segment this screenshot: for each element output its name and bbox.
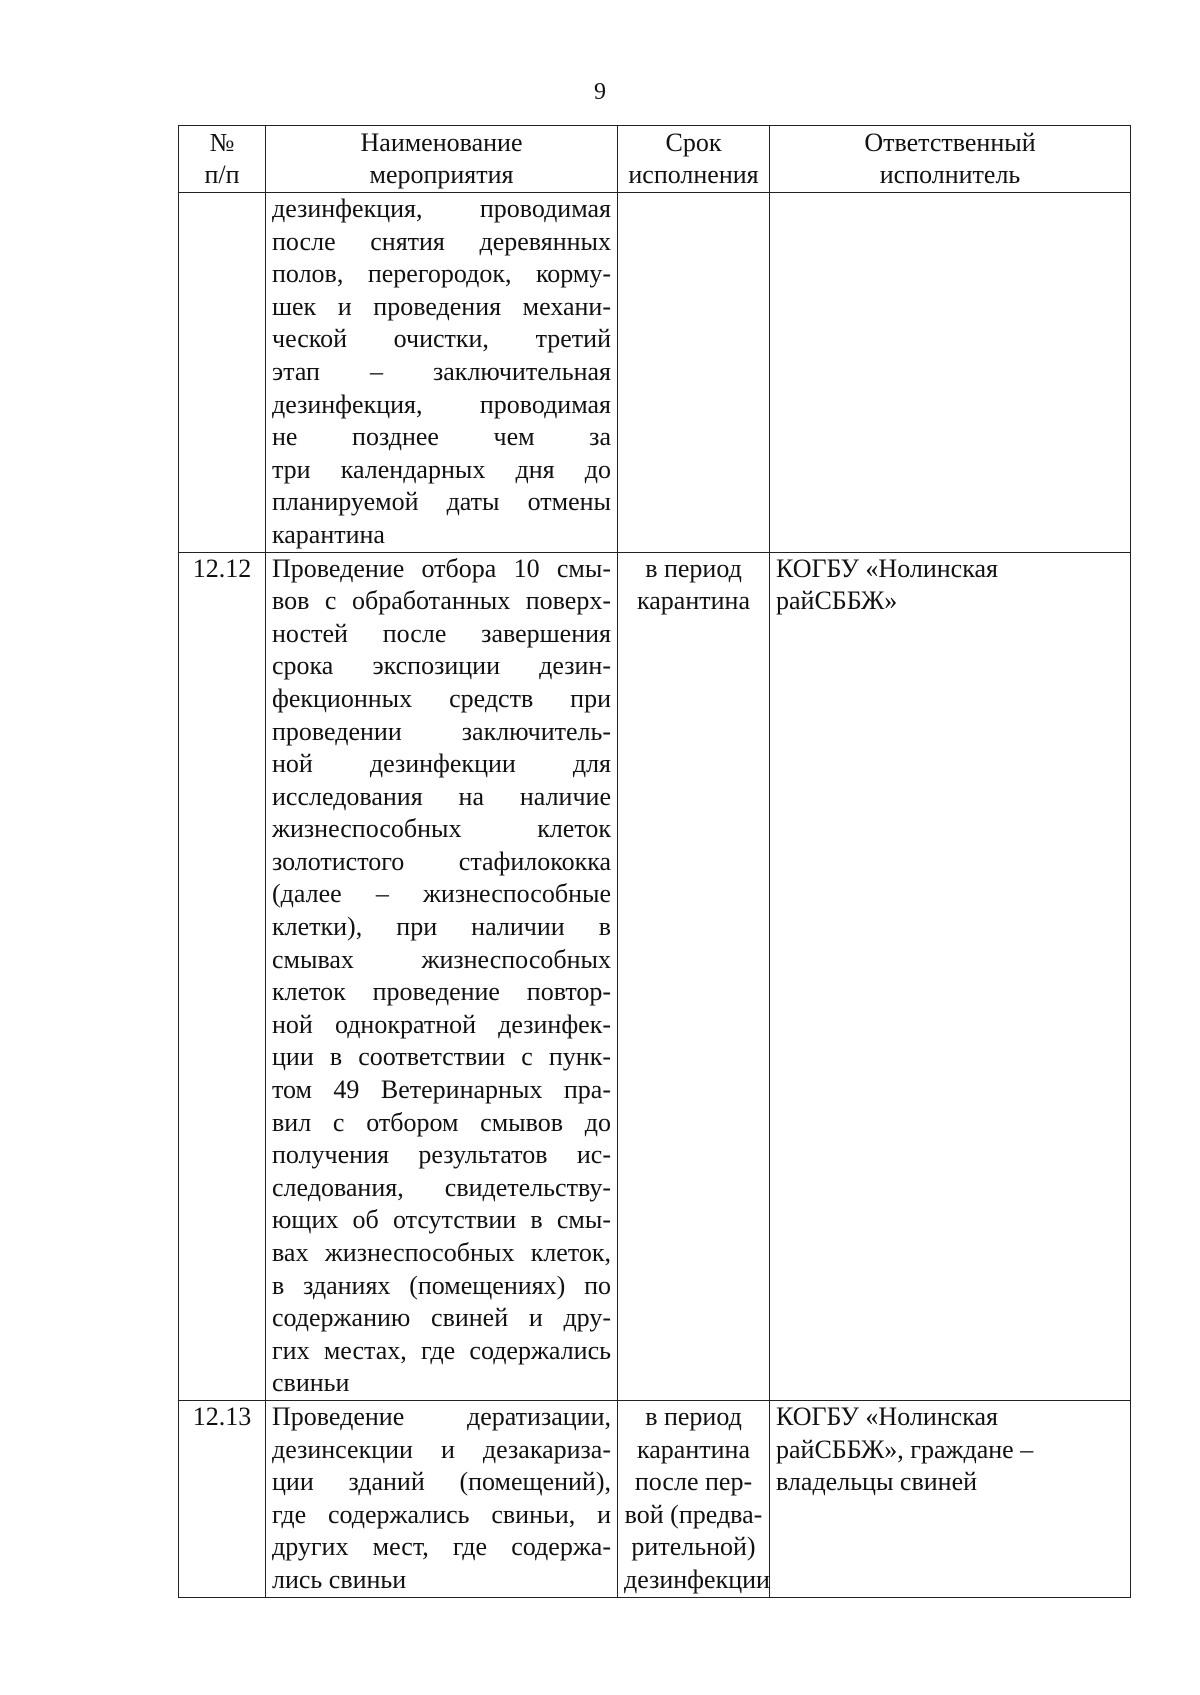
execution-term xyxy=(618,193,770,553)
execution-term xyxy=(618,552,770,1400)
cell-line: вов с обработанных поверх- xyxy=(272,586,611,616)
cell-line: КОГБУ «Нолинская xyxy=(776,553,998,583)
header-responsible xyxy=(770,126,1131,193)
cell-line: фекционных средств при xyxy=(272,683,611,713)
header-line: Ответственный xyxy=(864,128,1036,157)
responsible-executor xyxy=(770,193,1131,553)
cell-line: смывах жизнеспособных xyxy=(272,944,611,974)
header-line: исполнитель xyxy=(879,160,1021,189)
table-header-row xyxy=(179,126,1131,193)
cell-line: шек и проведения механи- xyxy=(272,291,611,321)
header-line: Срок xyxy=(665,128,722,157)
cell-line: этап – заключительная xyxy=(272,356,611,386)
cell-line: ной однократной дезинфек- xyxy=(272,1009,611,1039)
cell-line: после пер- xyxy=(634,1467,753,1497)
cell-line: получения результатов ис- xyxy=(272,1140,611,1170)
cell-line: свиньи xyxy=(272,1368,350,1398)
cell-line: в зданиях (помещениях) по xyxy=(272,1270,611,1300)
cell-line: владельцы свиней xyxy=(776,1467,978,1497)
cell-line: рительной) xyxy=(631,1532,756,1562)
header-line: мероприятия xyxy=(369,160,514,189)
responsible-executor xyxy=(770,552,1131,1400)
cell-line: карантина xyxy=(637,586,750,616)
cell-line: жизнеспособных клеток xyxy=(272,814,611,844)
row-number xyxy=(179,193,266,553)
cell-line: ющих об отсутствии в смы- xyxy=(272,1205,611,1235)
cell-line: ной дезинфекции для xyxy=(272,749,611,779)
header-line: п/п xyxy=(204,160,240,189)
cell-line: КОГБУ «Нолинская xyxy=(776,1401,998,1431)
cell-line: где содержались свиньи, и xyxy=(272,1499,611,1529)
cell-line: золотистого стафилококка xyxy=(272,846,611,876)
cell-line: райСББЖ» xyxy=(776,586,898,616)
header-line: Наименование xyxy=(360,128,523,157)
header-name xyxy=(266,126,618,193)
cell-line: клеток проведение повтор- xyxy=(272,977,611,1007)
cell-line: исследования на наличие xyxy=(272,781,611,811)
measure-name xyxy=(266,552,618,1400)
cell-line: не позднее чем за xyxy=(272,422,611,452)
cell-line: три календарных дня до xyxy=(272,454,611,484)
table-body xyxy=(179,193,1131,1598)
header-line: № xyxy=(209,128,235,157)
cell-line: вил с отбором смывов до xyxy=(272,1107,611,1137)
table-row xyxy=(179,552,1131,1400)
measure-name xyxy=(266,193,618,553)
cell-line: ции зданий (помещений), xyxy=(272,1467,611,1497)
cell-line: содержанию свиней и дру- xyxy=(272,1303,611,1333)
cell-line: лись свиньи xyxy=(272,1564,407,1594)
header-line: исполнения xyxy=(628,160,759,189)
cell-line: вах жизнеспособных клеток, xyxy=(272,1238,611,1267)
cell-line: вой (предва- xyxy=(624,1499,763,1529)
cell-line: дезинфекция, проводимая xyxy=(272,194,611,223)
page-number: 9 xyxy=(594,79,606,105)
header-number xyxy=(179,126,266,193)
cell-line: клетки), при наличии в xyxy=(272,912,611,942)
cell-line: Проведение дератизации, xyxy=(272,1401,611,1431)
table-row xyxy=(179,193,1131,553)
measures-table xyxy=(178,125,1131,1598)
cell-line: полов, перегородок, корму- xyxy=(272,259,611,289)
cell-line: том 49 Ветеринарных пра- xyxy=(272,1075,611,1105)
responsible-executor xyxy=(770,1400,1131,1597)
cell-line: в период xyxy=(645,1401,742,1431)
execution-term xyxy=(618,1400,770,1597)
cell-line: ческой очистки, третий xyxy=(272,324,611,354)
measure-name xyxy=(266,1400,618,1597)
row-number: 12.13 xyxy=(179,1400,266,1597)
cell-line: гих местах, где содержались xyxy=(272,1335,611,1365)
cell-line: проведении заключитель- xyxy=(272,716,611,746)
cell-line: (далее – жизнеспособные xyxy=(272,879,611,909)
cell-line: Проведение отбора 10 смы- xyxy=(272,553,611,583)
cell-line: ностей после завершения xyxy=(272,618,611,648)
cell-line: карантина xyxy=(637,1434,750,1464)
cell-line: ции в соответствии с пунк- xyxy=(272,1042,611,1072)
cell-line: дезинсекции и дезакариза- xyxy=(272,1434,611,1464)
header-term xyxy=(618,126,770,193)
cell-line: дезинфекции xyxy=(624,1564,770,1594)
cell-line: после снятия деревянных xyxy=(272,226,611,256)
cell-line: планируемой даты отмены xyxy=(272,487,611,517)
table-row xyxy=(179,1400,1131,1597)
cell-line: карантина xyxy=(272,519,385,549)
cell-line: райСББЖ», граждане – xyxy=(776,1434,1034,1464)
cell-line: следования, свидетельству- xyxy=(272,1172,611,1202)
cell-line: дезинфекция, проводимая xyxy=(272,389,611,419)
cell-line: других мест, где содержа- xyxy=(272,1532,611,1562)
cell-line: срока экспозиции дезин- xyxy=(272,651,611,681)
row-number: 12.12 xyxy=(179,552,266,1400)
cell-line: в период xyxy=(645,553,742,583)
